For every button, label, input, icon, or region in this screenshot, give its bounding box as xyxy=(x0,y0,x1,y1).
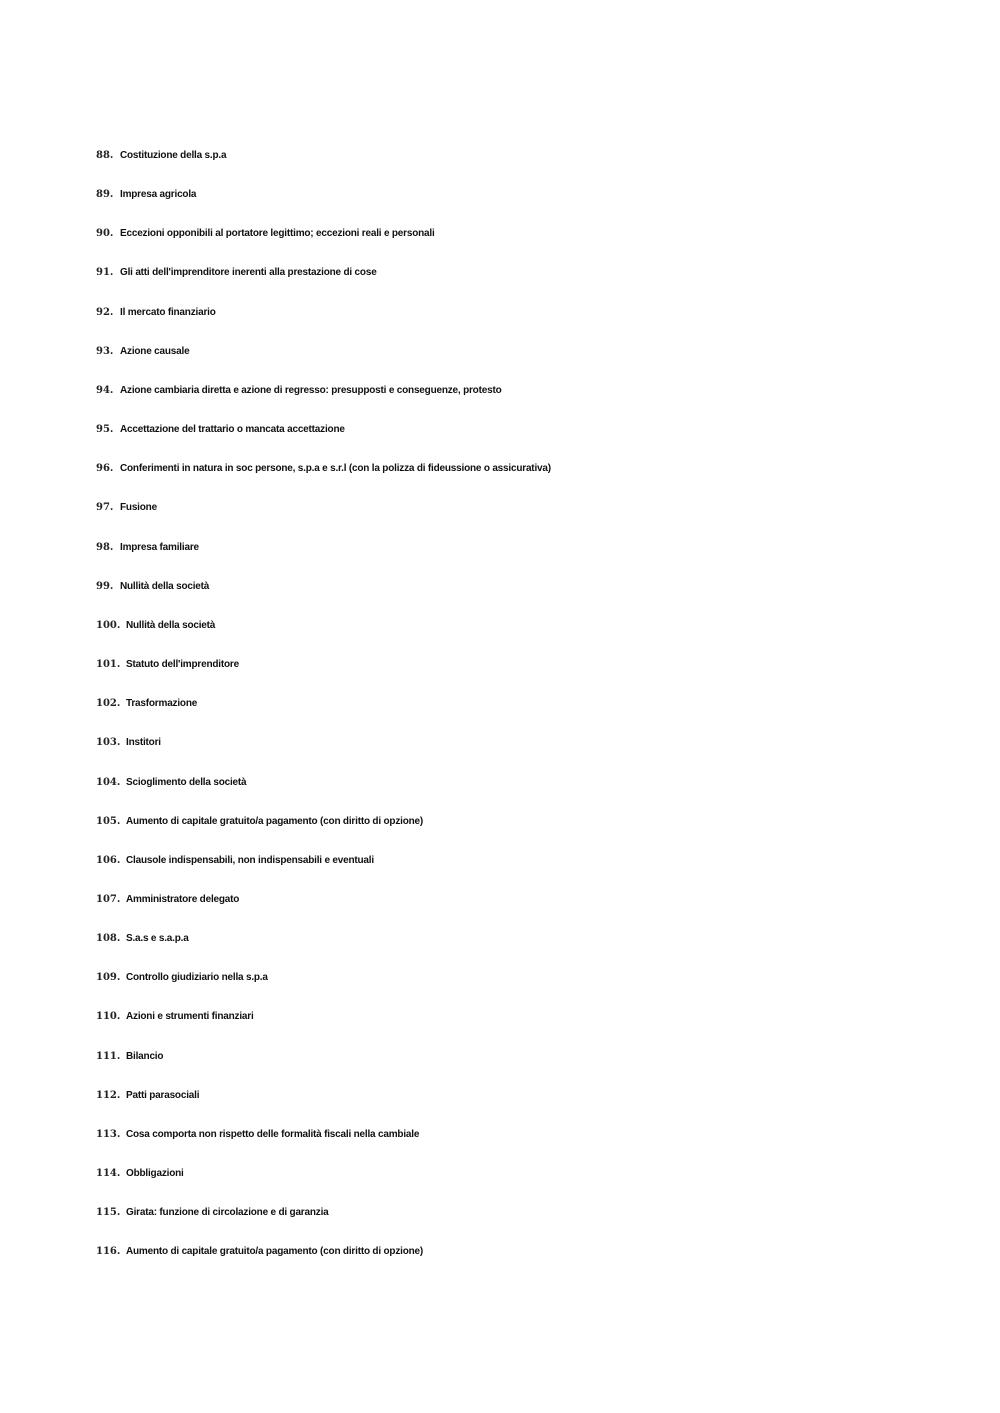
item-text: Aumento di capitale gratuito/a pagamento (con diritto di opzione) xyxy=(126,1246,424,1258)
item-number: 100. xyxy=(96,619,121,631)
item-text: Obbligazioni xyxy=(126,1168,184,1180)
item-number: 104. xyxy=(96,776,121,788)
item-number: 98. xyxy=(96,541,114,553)
item-text: Bilancio xyxy=(126,1050,164,1062)
item-text: Gli atti dell'imprenditore inerenti alla prestazione di cose xyxy=(120,267,377,279)
list-item xyxy=(96,460,551,499)
list-item xyxy=(96,969,551,1008)
item-number: 94. xyxy=(96,384,114,396)
item-text: Aumento di capitale gratuito/a pagamento (con diritto di opzione) xyxy=(126,815,424,827)
list-item xyxy=(96,421,551,460)
list-item xyxy=(96,539,551,578)
list-item xyxy=(96,734,551,773)
item-number: 105. xyxy=(96,815,121,827)
list-item xyxy=(96,1243,551,1282)
item-number: 90. xyxy=(96,228,114,240)
list-item xyxy=(96,186,551,225)
item-number: 107. xyxy=(96,893,121,905)
list-item xyxy=(96,617,551,656)
item-text: Nullità della società xyxy=(120,580,210,592)
item-number: 116. xyxy=(96,1246,121,1258)
topic-list xyxy=(96,147,551,1283)
item-text: Azione cambiaria diretta e azione di regresso: presupposti e conseguenze, protesto xyxy=(120,384,502,396)
list-item xyxy=(96,147,551,186)
item-text: Trasformazione xyxy=(126,698,198,710)
item-number: 96. xyxy=(96,463,114,475)
list-item xyxy=(96,1126,551,1165)
item-number: 97. xyxy=(96,502,114,514)
item-number: 91. xyxy=(96,267,114,279)
item-text: Scioglimento della società xyxy=(126,776,247,788)
item-number: 114. xyxy=(96,1168,121,1180)
item-number: 110. xyxy=(96,1011,121,1023)
item-text: Azioni e strumenti finanziari xyxy=(126,1011,254,1023)
item-number: 115. xyxy=(96,1207,121,1219)
item-text: S.a.s e s.a.p.a xyxy=(126,933,189,945)
item-number: 88. xyxy=(96,150,114,161)
list-item xyxy=(96,852,551,891)
item-text: Controllo giudiziario nella s.p.a xyxy=(126,972,268,984)
item-text: Impresa agricola xyxy=(120,189,197,201)
item-text: Amministratore delegato xyxy=(126,893,240,905)
list-item xyxy=(96,1165,551,1204)
item-text: Conferimenti in natura in soc persone, s.p.a e s.r.l (con la polizza di fideussione o assicurativa) xyxy=(120,463,551,475)
item-number: 102. xyxy=(96,698,121,710)
list-item xyxy=(96,930,551,969)
item-text: Azione causale xyxy=(120,345,190,357)
item-number: 109. xyxy=(96,972,121,984)
item-text: Costituzione della s.p.a xyxy=(120,150,227,161)
item-text: Institori xyxy=(126,737,161,749)
list-item xyxy=(96,891,551,930)
item-text: Clausole indispensabili, non indispensabili e eventuali xyxy=(126,854,374,866)
list-item xyxy=(96,578,551,617)
item-number: 112. xyxy=(96,1089,121,1101)
list-item xyxy=(96,656,551,695)
item-number: 113. xyxy=(96,1128,121,1140)
item-text: Eccezioni opponibili al portatore legittimo; eccezioni reali e personali xyxy=(120,228,435,240)
item-text: Impresa familiare xyxy=(120,541,199,553)
item-text: Il mercato finanziario xyxy=(120,306,216,318)
item-text: Patti parasociali xyxy=(126,1089,200,1101)
item-text: Accettazione del trattario o mancata accettazione xyxy=(120,424,345,436)
item-text: Statuto dell'imprenditore xyxy=(126,659,239,671)
list-item xyxy=(96,695,551,734)
list-item xyxy=(96,1087,551,1126)
item-number: 111. xyxy=(96,1050,121,1062)
item-number: 108. xyxy=(96,933,121,945)
list-item xyxy=(96,774,551,813)
item-text: Fusione xyxy=(120,502,157,514)
list-item xyxy=(96,264,551,303)
list-item xyxy=(96,304,551,343)
item-number: 101. xyxy=(96,659,121,671)
list-item xyxy=(96,1204,551,1243)
list-item xyxy=(96,382,551,421)
list-item xyxy=(96,1008,551,1047)
item-text: Nullità della società xyxy=(126,619,216,631)
list-item xyxy=(96,343,551,382)
list-item xyxy=(96,1048,551,1087)
item-number: 89. xyxy=(96,189,114,201)
item-text: Girata: funzione di circolazione e di garanzia xyxy=(126,1207,329,1219)
item-number: 95. xyxy=(96,424,114,436)
item-number: 99. xyxy=(96,580,114,592)
list-item xyxy=(96,813,551,852)
list-item xyxy=(96,499,551,538)
item-text: Cosa comporta non rispetto delle formalità fiscali nella cambiale xyxy=(126,1128,420,1140)
item-number: 93. xyxy=(96,345,114,357)
item-number: 106. xyxy=(96,854,121,866)
list-item xyxy=(96,225,551,264)
item-number: 92. xyxy=(96,306,114,318)
item-number: 103. xyxy=(96,737,121,749)
